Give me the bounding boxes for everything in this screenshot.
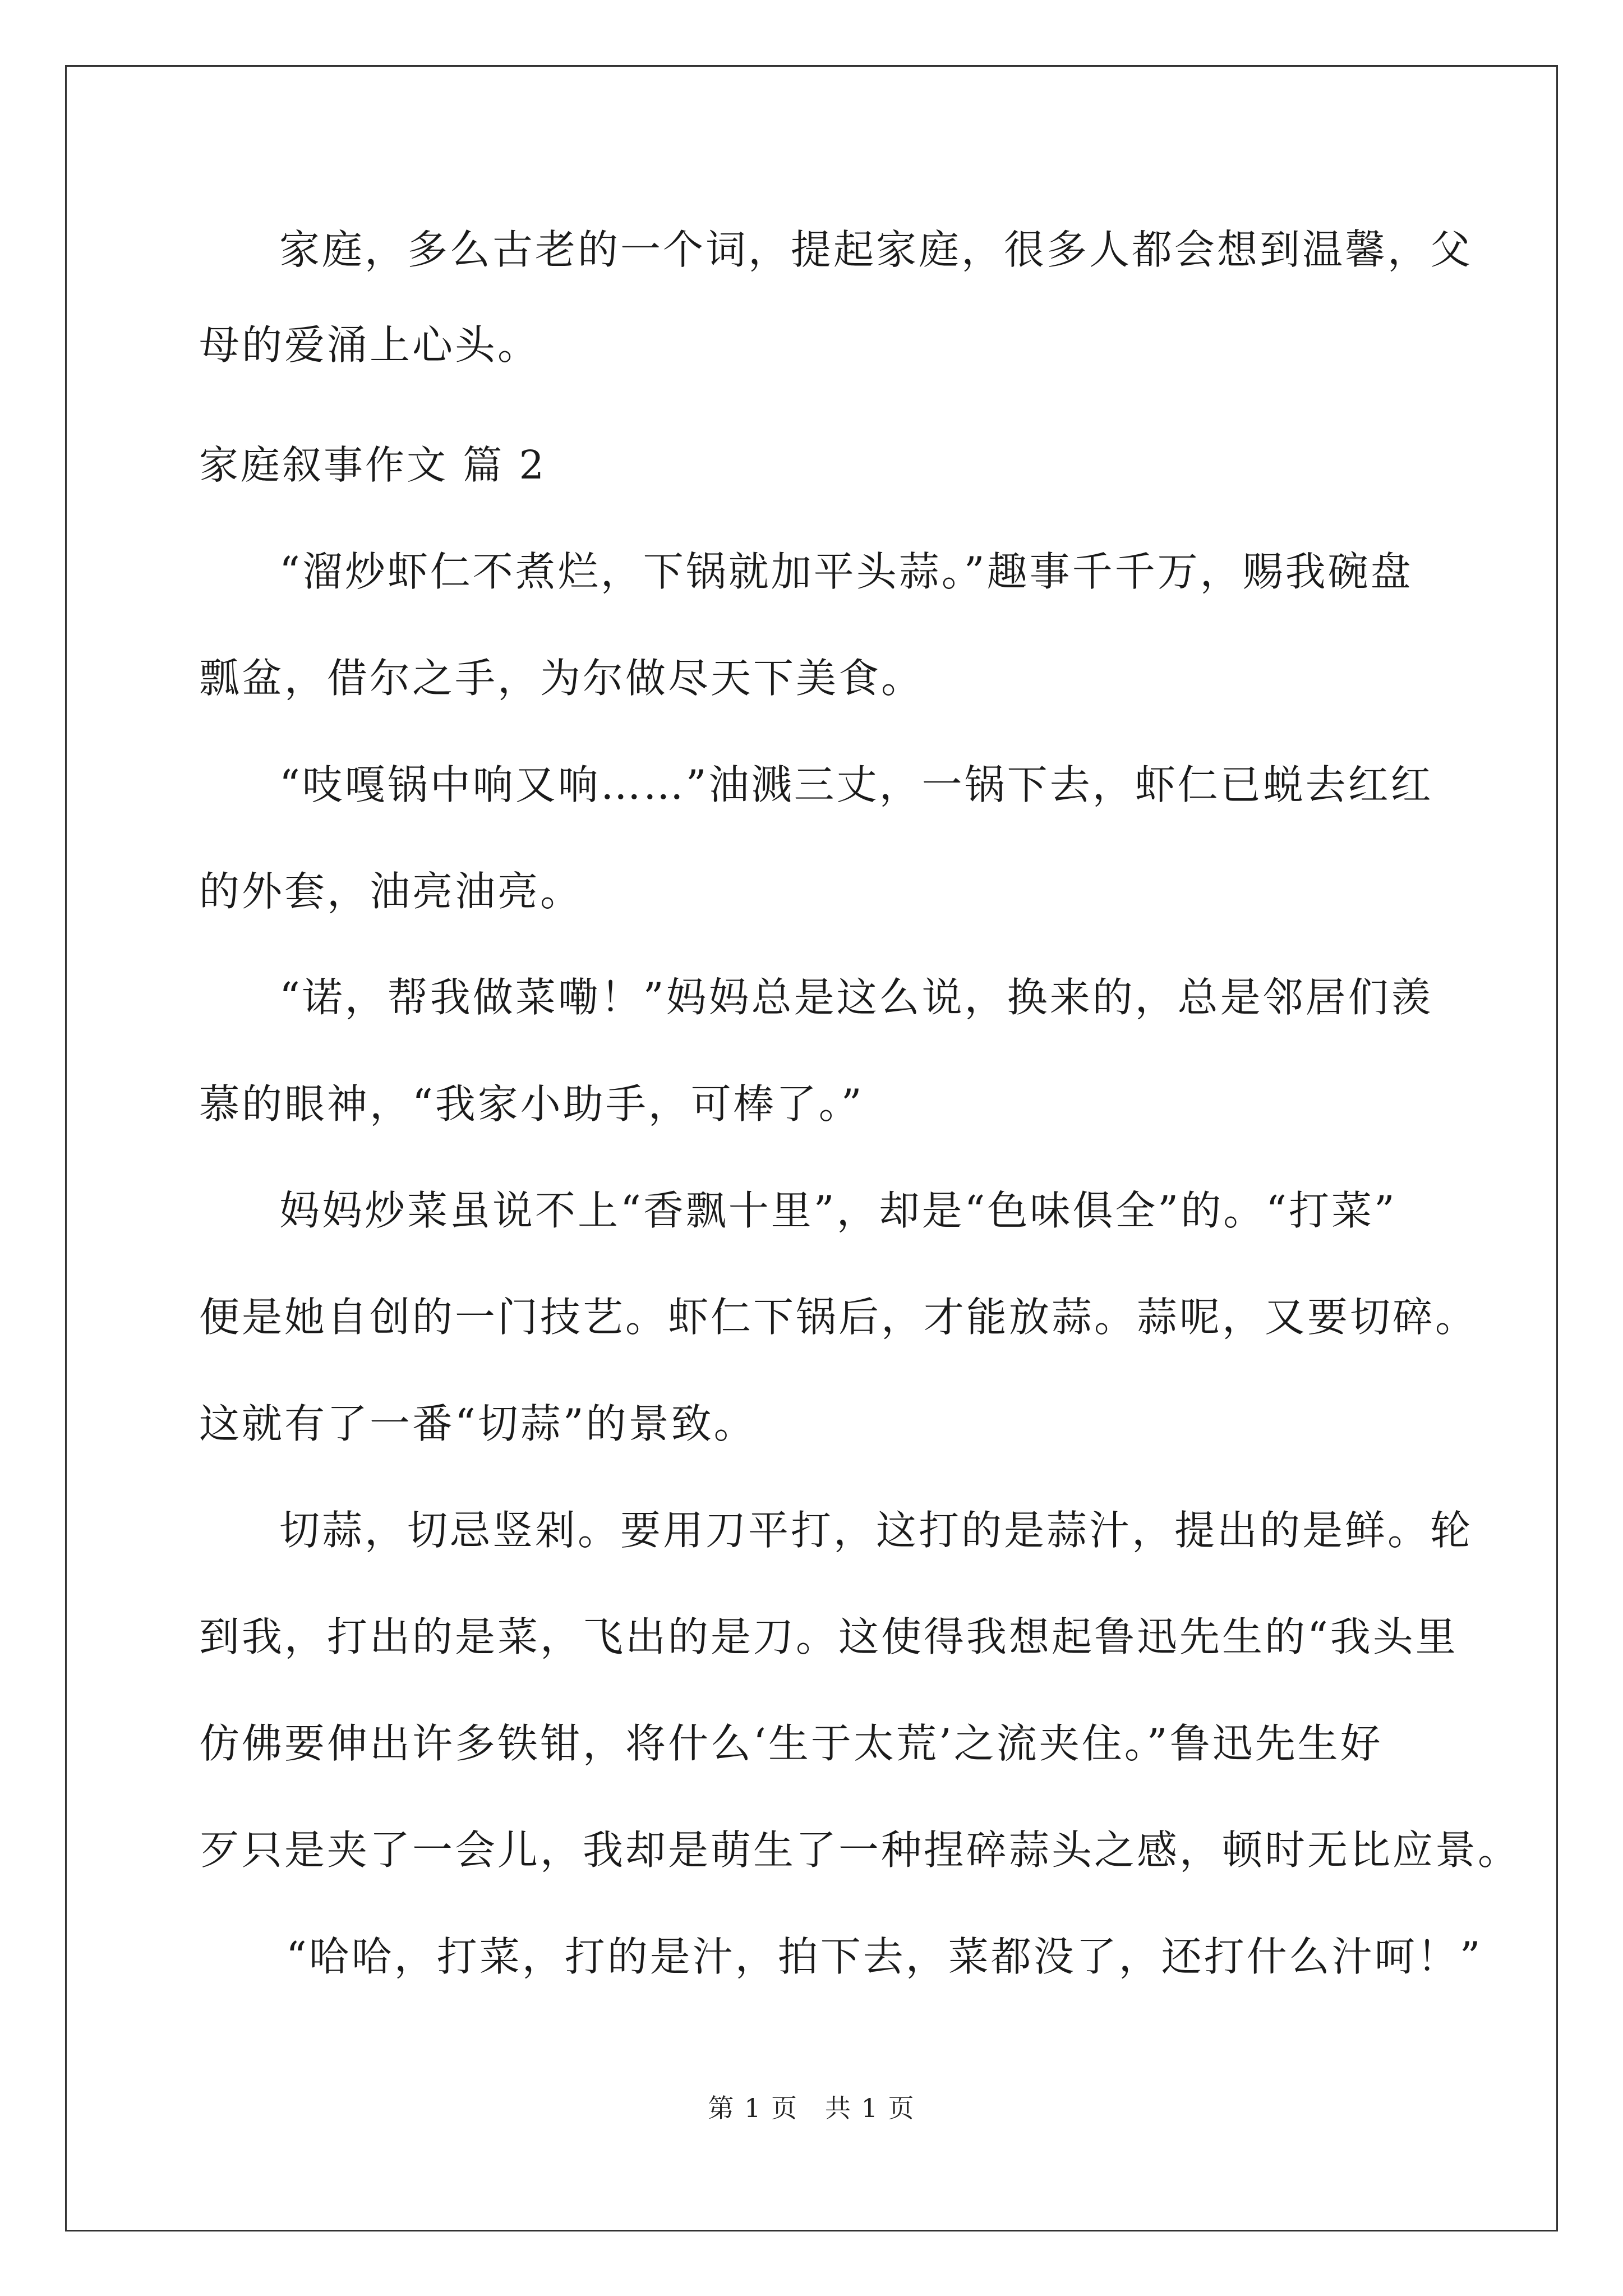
paragraph-line: 家庭，多么古老的一个词，提起家庭，很多人都会想到温馨，父 bbox=[279, 226, 1473, 273]
paragraph-line: “溜炒虾仁不煮烂，下锅就加平头蒜。”趣事千千万，赐我碗盘 bbox=[279, 548, 1413, 595]
paragraph-line: 瓢盆，借尔之手，为尔做尽天下美食。 bbox=[199, 655, 924, 702]
paragraph-line: 慕的眼神，“我家小助手，可棒了。” bbox=[199, 1080, 864, 1128]
section-heading: 家庭叙事作文 篇 2 bbox=[199, 442, 547, 488]
paragraph-line: 妈妈炒菜虽说不上“香飘十里”，却是“色味俱全”的。“打菜” bbox=[279, 1187, 1397, 1234]
paragraph-line: 歹只是夹了一会儿，我却是萌生了一种捏碎蒜头之感，顿时无比应景。 bbox=[199, 1826, 1521, 1874]
paragraph-line: 母的爱涌上心头。 bbox=[199, 321, 541, 369]
paragraph-line: 的外套，油亮油亮。 bbox=[199, 868, 583, 915]
paragraph-line: 仿佛要伸出许多铁钳，将什么‘生于太荒’之流夹住。”鲁迅先生好 bbox=[199, 1720, 1383, 1767]
paragraph-line: 这就有了一番“切蒜”的景致。 bbox=[199, 1400, 757, 1447]
paragraph-line: “哈哈，打菜，打的是汁，拍下去，菜都没了，还打什么汁呵！” bbox=[286, 1933, 1483, 1980]
paragraph-line: 到我，打出的是菜，飞出的是刀。这使得我想起鲁迅先生的“我头里 bbox=[199, 1613, 1458, 1660]
paragraph-line: “诺，帮我做菜嘞！”妈妈总是这么说，换来的，总是邻居们羡 bbox=[279, 974, 1433, 1021]
page-border bbox=[65, 65, 1558, 2231]
paragraph-line: 切蒜，切忌竖剁。要用刀平打，这打的是蒜汁，提出的是鲜。轮 bbox=[279, 1507, 1473, 1554]
page-number: 第 1 页 共 1 页 bbox=[708, 2093, 915, 2123]
paragraph-line: 便是她自创的一门技艺。虾仁下锅后，才能放蒜。蒜呢，又要切碎。 bbox=[199, 1294, 1478, 1341]
paragraph-line: “吱嘎锅中响又响……”油溅三丈，一锅下去，虾仁已蜕去红红 bbox=[279, 761, 1433, 808]
